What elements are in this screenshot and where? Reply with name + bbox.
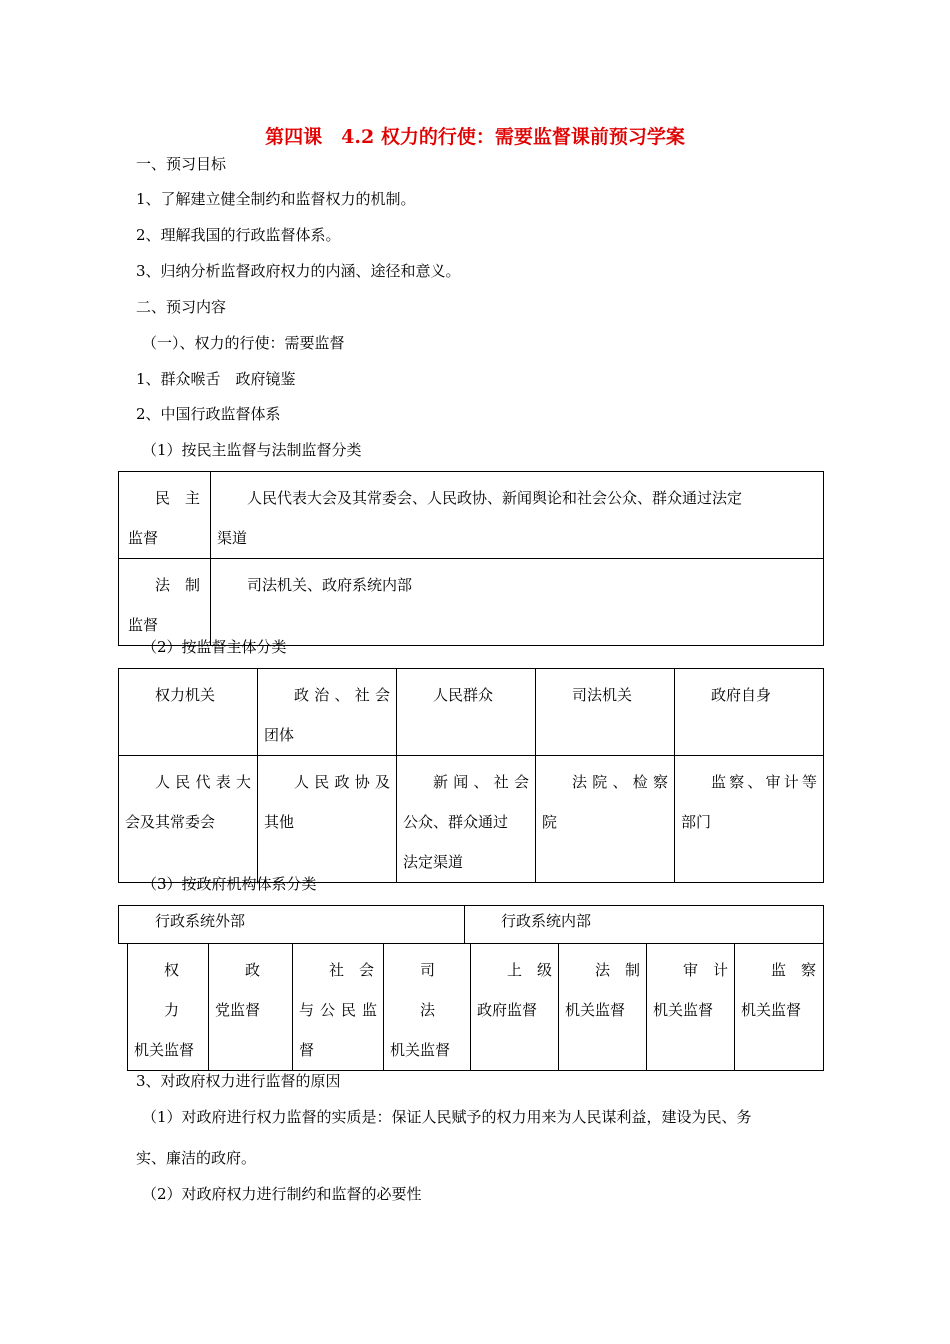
cell-text: 监 察: [771, 961, 817, 979]
cell-text: 权 力: [164, 961, 195, 1019]
table-row: [119, 559, 824, 646]
table-cell: [209, 944, 293, 1071]
cell-text: 审 计: [683, 961, 729, 979]
table-row: [119, 472, 824, 559]
cell-text: 督: [299, 1041, 315, 1059]
cell-text: 法院、检察: [572, 773, 668, 791]
table-header-cell: [465, 906, 824, 944]
cell-text: 机关监督: [565, 1001, 626, 1019]
paragraph: （1）对政府进行权力监督的实质是：保证人民赋予的权力用来为人民谋利益，建设为民、务: [142, 1108, 752, 1126]
paragraph: 1、群众喉舌 政府镜鉴: [136, 370, 296, 388]
section-heading-content: 二、预习内容: [136, 298, 227, 316]
cell-text: 机关监督: [653, 1001, 714, 1019]
table-header-row: [119, 906, 824, 944]
cell-text: 院: [542, 813, 558, 831]
cell-text: 党监督: [215, 1001, 261, 1019]
cell-text: 政: [245, 961, 261, 979]
cell-text: 公众、群众通过: [403, 813, 509, 831]
cell-text: 民 主: [155, 489, 201, 507]
cell-text: 监督: [128, 616, 159, 634]
table-header-cell: [397, 669, 536, 756]
cell-text: 部门: [681, 813, 712, 831]
paragraph: （2）对政府权力进行制约和监督的必要性: [142, 1185, 422, 1203]
cell-text: 政府自身: [711, 686, 772, 704]
table-cell-value: [211, 472, 824, 559]
cell-text: 渠道: [217, 529, 248, 547]
table-header-cell: [119, 669, 258, 756]
cell-text: 司 法: [420, 961, 451, 1019]
cell-text: 机关监督: [134, 1041, 195, 1059]
table-cell: [293, 944, 384, 1071]
cell-text: 人民政协及: [294, 773, 390, 791]
table-cell: [471, 944, 559, 1071]
table-cell: [119, 756, 258, 883]
table-cell: [647, 944, 735, 1071]
cell-text: 团体: [264, 726, 295, 744]
table-caption: （2）按监督主体分类: [142, 638, 287, 656]
table-supervision-subjects: [118, 668, 824, 883]
table-cell: [559, 944, 647, 1071]
table-row: [128, 944, 824, 1071]
table-cell: [675, 756, 824, 883]
paragraph: 实、廉洁的政府。: [136, 1149, 257, 1167]
table-democratic-legal: [118, 471, 824, 646]
cell-text: 与公民监: [299, 1001, 377, 1019]
table-cell: [384, 944, 471, 1071]
cell-text: 权力机关: [155, 686, 216, 704]
table-government-system: [127, 943, 824, 1071]
cell-text: 社 会: [329, 961, 375, 979]
cell-text: 监察、审计等: [711, 773, 817, 791]
cell-text: 政治、社会: [294, 686, 390, 704]
cell-text: 法 制: [155, 576, 201, 594]
table-header-row: [119, 669, 824, 756]
cell-text: 上 级: [507, 961, 553, 979]
cell-text: 人民群众: [433, 686, 494, 704]
subsection-heading: （一）、权力的行使：需要监督: [142, 334, 345, 352]
cell-text: 法定渠道: [403, 853, 464, 871]
page-title: 第四课 4.2 权力的行使：需要监督课前预习学案: [265, 126, 685, 148]
table-cell: [258, 756, 397, 883]
table-cell-label: [119, 559, 211, 646]
goal-item: 1、了解建立健全制约和监督权力的机制。: [136, 190, 416, 208]
paragraph: 3、对政府权力进行监督的原因: [136, 1072, 341, 1090]
cell-text: 机关监督: [741, 1001, 802, 1019]
table-government-system-header: [118, 905, 824, 944]
table-header-cell: [258, 669, 397, 756]
table-cell: [128, 944, 209, 1071]
table-caption: （3）按政府机构体系分类: [142, 875, 317, 893]
cell-text: 其他: [264, 813, 295, 831]
cell-text: 行政系统外部: [155, 912, 246, 930]
cell-text: 新闻、社会: [433, 773, 529, 791]
cell-text: 行政系统内部: [501, 912, 592, 930]
table-caption: （1）按民主监督与法制监督分类: [142, 441, 362, 459]
cell-text: 司法机关、政府系统内部: [247, 576, 413, 594]
table-header-cell: [119, 906, 465, 944]
goal-item: 2、理解我国的行政监督体系。: [136, 226, 341, 244]
cell-text: 政府监督: [477, 1001, 538, 1019]
table-cell-label: [119, 472, 211, 559]
table-cell: [735, 944, 824, 1071]
table-header-cell: [536, 669, 675, 756]
table-cell: [536, 756, 675, 883]
table-cell: [397, 756, 536, 883]
paragraph: 2、中国行政监督体系: [136, 405, 281, 423]
cell-text: 人民代表大: [155, 773, 251, 791]
cell-text: 人民代表大会及其常委会、人民政协、新闻舆论和社会公众、群众通过法定: [247, 489, 743, 507]
cell-text: 机关监督: [390, 1041, 451, 1059]
table-cell-value: [211, 559, 824, 646]
cell-text: 监督: [128, 529, 159, 547]
goal-item: 3、归纳分析监督政府权力的内涵、途径和意义。: [136, 262, 461, 280]
cell-text: 司法机关: [572, 686, 633, 704]
cell-text: 法 制: [595, 961, 641, 979]
table-row: [119, 756, 824, 883]
section-heading-goals: 一、预习目标: [136, 155, 227, 173]
cell-text: 会及其常委会: [125, 813, 216, 831]
table-header-cell: [675, 669, 824, 756]
